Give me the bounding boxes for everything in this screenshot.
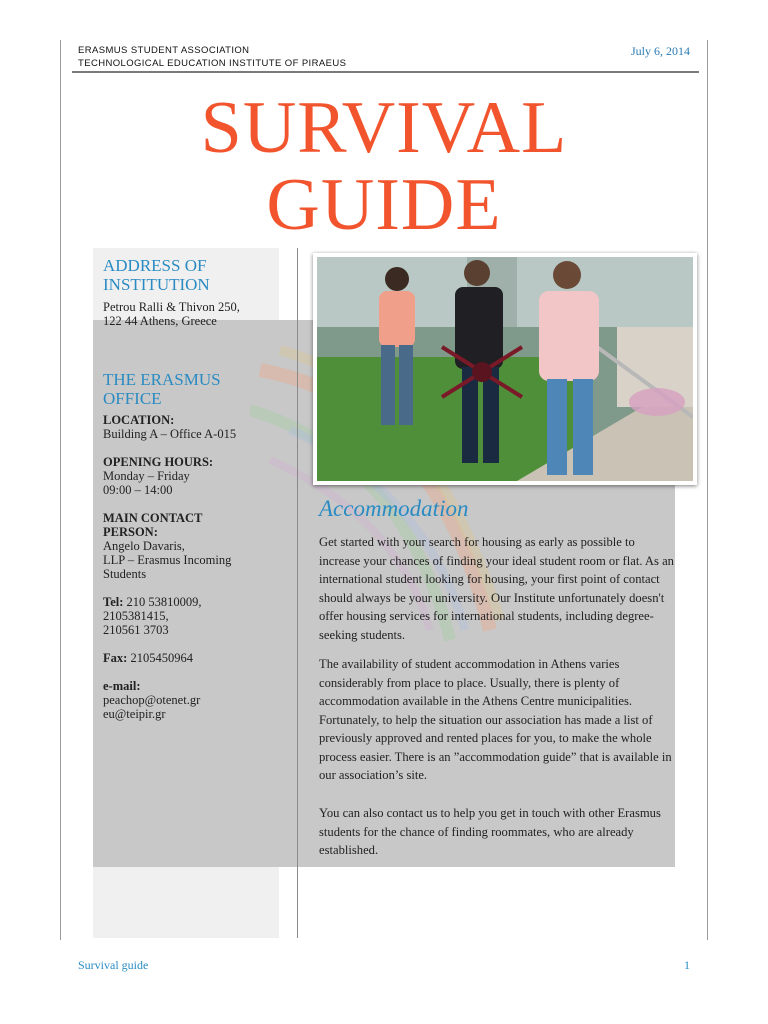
header-org-line2: TECHNOLOGICAL EDUCATION INSTITUTE OF PIRAEUS bbox=[78, 58, 347, 69]
accommodation-paragraph-1: Get started with your search for housing as early as possible to increase your chances of finding your ideal student room or flat. As an international student looking for housing, your first point of contact should always be your university. Our Institute unfortunately doesn't offer housing services for international students, including degree-seeking students. bbox=[319, 535, 674, 642]
page-title-line1: SURVIVAL bbox=[200, 87, 568, 169]
contact-label-1: MAIN CONTACT bbox=[103, 511, 203, 525]
email-label: e-mail: bbox=[103, 679, 141, 693]
accommodation-paragraph-2: The availability of student accommodation in Athens varies considerably from place to place. Usually, there is plenty of accommodation available in the Athens Centre municipalities. Fortunately, to help the situation our association has made a list of previously approved and rented places for you, to make the whole process easier. There is an ”accommodation guide” that is available in our association’s site. bbox=[319, 657, 672, 782]
page-title-line2: GUIDE bbox=[266, 164, 502, 246]
hours-label: OPENING HOURS: bbox=[103, 455, 214, 469]
fax-label: Fax: bbox=[103, 651, 128, 665]
contact-role-2: Students bbox=[103, 567, 147, 581]
email-2[interactable]: eu@teipir.gr bbox=[103, 707, 166, 721]
location-value: Building A – Office A-015 bbox=[103, 427, 237, 441]
office-heading-1: THE ERASMUS bbox=[103, 370, 221, 389]
tel-label: Tel: bbox=[103, 595, 124, 609]
address-heading-1: ADDRESS OF bbox=[103, 256, 207, 275]
footer-page-number: 1 bbox=[684, 958, 690, 972]
students-photo bbox=[317, 257, 693, 481]
hours-time: 09:00 – 14:00 bbox=[103, 483, 173, 497]
students-photo-illustration bbox=[317, 257, 693, 481]
hours-days: Monday – Friday bbox=[103, 469, 190, 483]
address-heading-2: INSTITUTION bbox=[103, 275, 210, 294]
sidebar-address-block bbox=[103, 256, 273, 328]
tel-3: 210561 3703 bbox=[103, 623, 169, 637]
sidebar-office-block bbox=[103, 370, 273, 721]
fax-value: 2105450964 bbox=[127, 651, 193, 665]
header-rule bbox=[72, 71, 699, 73]
contact-label-2: PERSON: bbox=[103, 525, 158, 539]
office-heading-2: OFFICE bbox=[103, 389, 162, 408]
address-line1: Petrou Ralli & Thivon 250, bbox=[103, 300, 240, 314]
location-label: LOCATION: bbox=[103, 413, 175, 427]
section-title-accommodation: Accommodation bbox=[319, 496, 469, 521]
column-divider bbox=[297, 248, 298, 938]
tel-1: 210 53810009, bbox=[123, 595, 202, 609]
header-org-line1: ERASMUS STUDENT ASSOCIATION bbox=[78, 45, 250, 56]
contact-name: Angelo Davaris, bbox=[103, 539, 185, 553]
address-line2: 122 44 Athens, Greece bbox=[103, 314, 217, 328]
header-date: July 6, 2014 bbox=[630, 44, 690, 58]
tel-2: 2105381415, bbox=[103, 609, 169, 623]
footer-title: Survival guide bbox=[78, 958, 149, 972]
accommodation-paragraph-3: You can also contact us to help you get in touch with other Erasmus students for the chance of finding roommates, who are already established. bbox=[319, 806, 661, 857]
photo-frame bbox=[313, 253, 697, 485]
contact-role-1: LLP – Erasmus Incoming bbox=[103, 553, 232, 567]
email-1[interactable]: peachop@otenet.gr bbox=[103, 693, 201, 707]
